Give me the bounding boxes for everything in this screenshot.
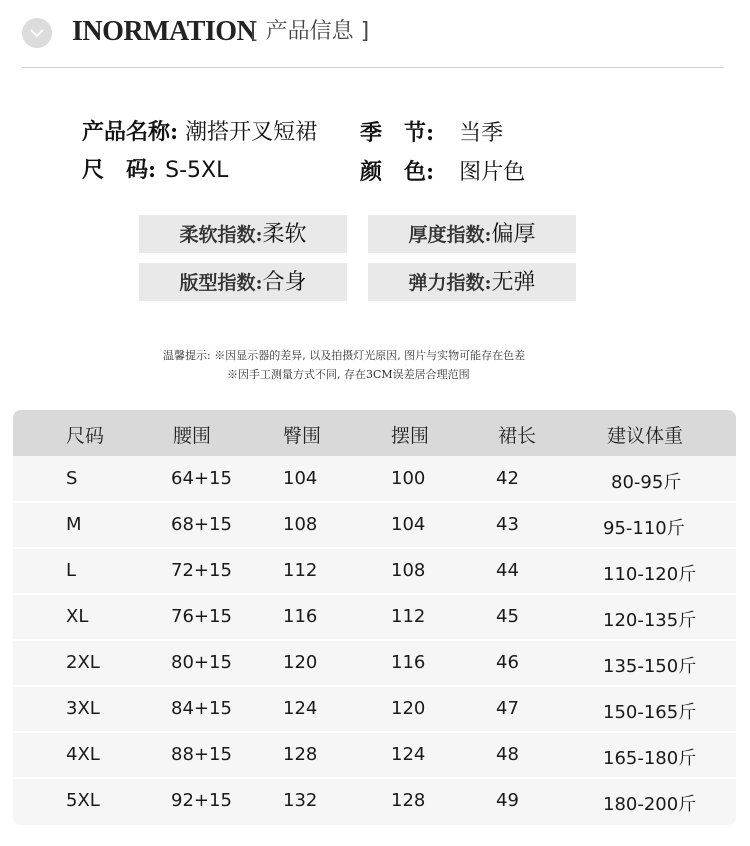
size-range-row [82,155,228,186]
table-cell: 92+15 [171,790,232,811]
product-name-row [82,117,317,148]
table-row [13,502,736,548]
table-cell: 2XL [66,652,100,673]
section-title: INORMATION [72,16,257,47]
table-cell: 150-165斤 [603,702,697,723]
table-cell: 135-150斤 [603,656,697,677]
table-row [13,594,736,640]
elasticity-value: 无弹 [491,270,536,295]
table-cell: 49 [496,790,519,811]
section-subtitle: [ 产品信息 ] [250,19,370,44]
product-name-label: 产品名称: [82,119,179,145]
header-weight: 建议体重 [607,425,684,447]
tip-note-1: 温馨提示: ※因显示器的差异, 以及拍摄灯光原因, 图片与实物可能存在色差 [163,349,526,362]
table-cell: 108 [283,514,318,535]
product-name-value: 潮搭开叉短裙 [185,120,318,145]
color-row [360,157,525,188]
size-range-label: 尺 码: [82,157,157,183]
table-cell: 72+15 [171,560,232,581]
table-row [13,732,736,778]
header-size: 尺码 [66,425,105,447]
header-divider [22,67,724,68]
table-cell: 68+15 [171,514,232,535]
table-cell: 80-95斤 [611,472,682,493]
table-cell: 48 [496,744,519,765]
size-table-header [13,410,736,456]
table-cell: 46 [496,652,519,673]
table-cell: 124 [391,744,426,765]
table-row [13,640,736,686]
table-cell: 112 [391,606,426,627]
fit-index [139,263,347,301]
thickness-label: 厚度指数: [408,224,492,246]
table-cell: 4XL [66,744,100,765]
table-cell: 88+15 [171,744,232,765]
softness-label: 柔软指数: [179,224,263,246]
table-cell: XL [66,606,89,627]
table-cell: 44 [496,560,519,581]
header-length: 裙长 [498,425,537,447]
table-cell: 45 [496,606,519,627]
table-cell: 100 [391,468,426,489]
table-cell: 120-135斤 [603,610,697,631]
table-cell: 116 [283,606,318,627]
table-cell: 110-120斤 [603,564,697,585]
table-row [13,548,736,594]
season-row [360,118,503,149]
fit-value: 合身 [262,270,307,295]
header-hip: 臀围 [283,425,322,447]
table-row [13,456,736,502]
table-cell: 128 [391,790,426,811]
chevron-down-icon [22,18,52,48]
table-cell: 128 [283,744,318,765]
softness-value: 柔软 [262,222,307,247]
table-cell: 132 [283,790,318,811]
table-row [13,686,736,732]
color-value: 图片色 [459,160,526,185]
table-cell: 104 [391,514,426,535]
table-cell: 180-200斤 [603,794,697,815]
size-table [13,410,736,825]
table-cell: 112 [283,560,318,581]
table-cell: M [66,514,82,535]
header-waist: 腰围 [173,425,212,447]
table-cell: 5XL [66,790,100,811]
table-cell: 165-180斤 [603,748,697,769]
color-label: 颜 色: [360,159,435,185]
season-value: 当季 [459,121,504,146]
table-cell: 95-110斤 [603,518,685,539]
table-cell: 104 [283,468,318,489]
thickness-index [368,215,576,253]
table-cell: 47 [496,698,519,719]
table-cell: 120 [283,652,318,673]
table-row [13,778,736,824]
table-cell: L [66,560,77,581]
table-cell: 120 [391,698,426,719]
table-cell: 80+15 [171,652,232,673]
table-cell: 64+15 [171,468,232,489]
season-label: 季 节: [360,120,435,146]
table-cell: S [66,468,78,489]
table-cell: 116 [391,652,426,673]
elasticity-index [368,263,576,301]
fit-label: 版型指数: [179,272,263,294]
table-cell: 84+15 [171,698,232,719]
elasticity-label: 弹力指数: [408,272,492,294]
table-cell: 43 [496,514,519,535]
table-cell: 108 [391,560,426,581]
size-range-value: S-5XL [165,158,229,183]
table-cell: 42 [496,468,519,489]
tip-note-2: ※因手工测量方式不同, 存在3CM误差居合理范围 [227,368,470,381]
softness-index [139,215,347,253]
table-cell: 76+15 [171,606,232,627]
header-hem: 摆围 [391,425,430,447]
table-cell: 124 [283,698,318,719]
thickness-value: 偏厚 [491,222,536,247]
table-cell: 3XL [66,698,100,719]
